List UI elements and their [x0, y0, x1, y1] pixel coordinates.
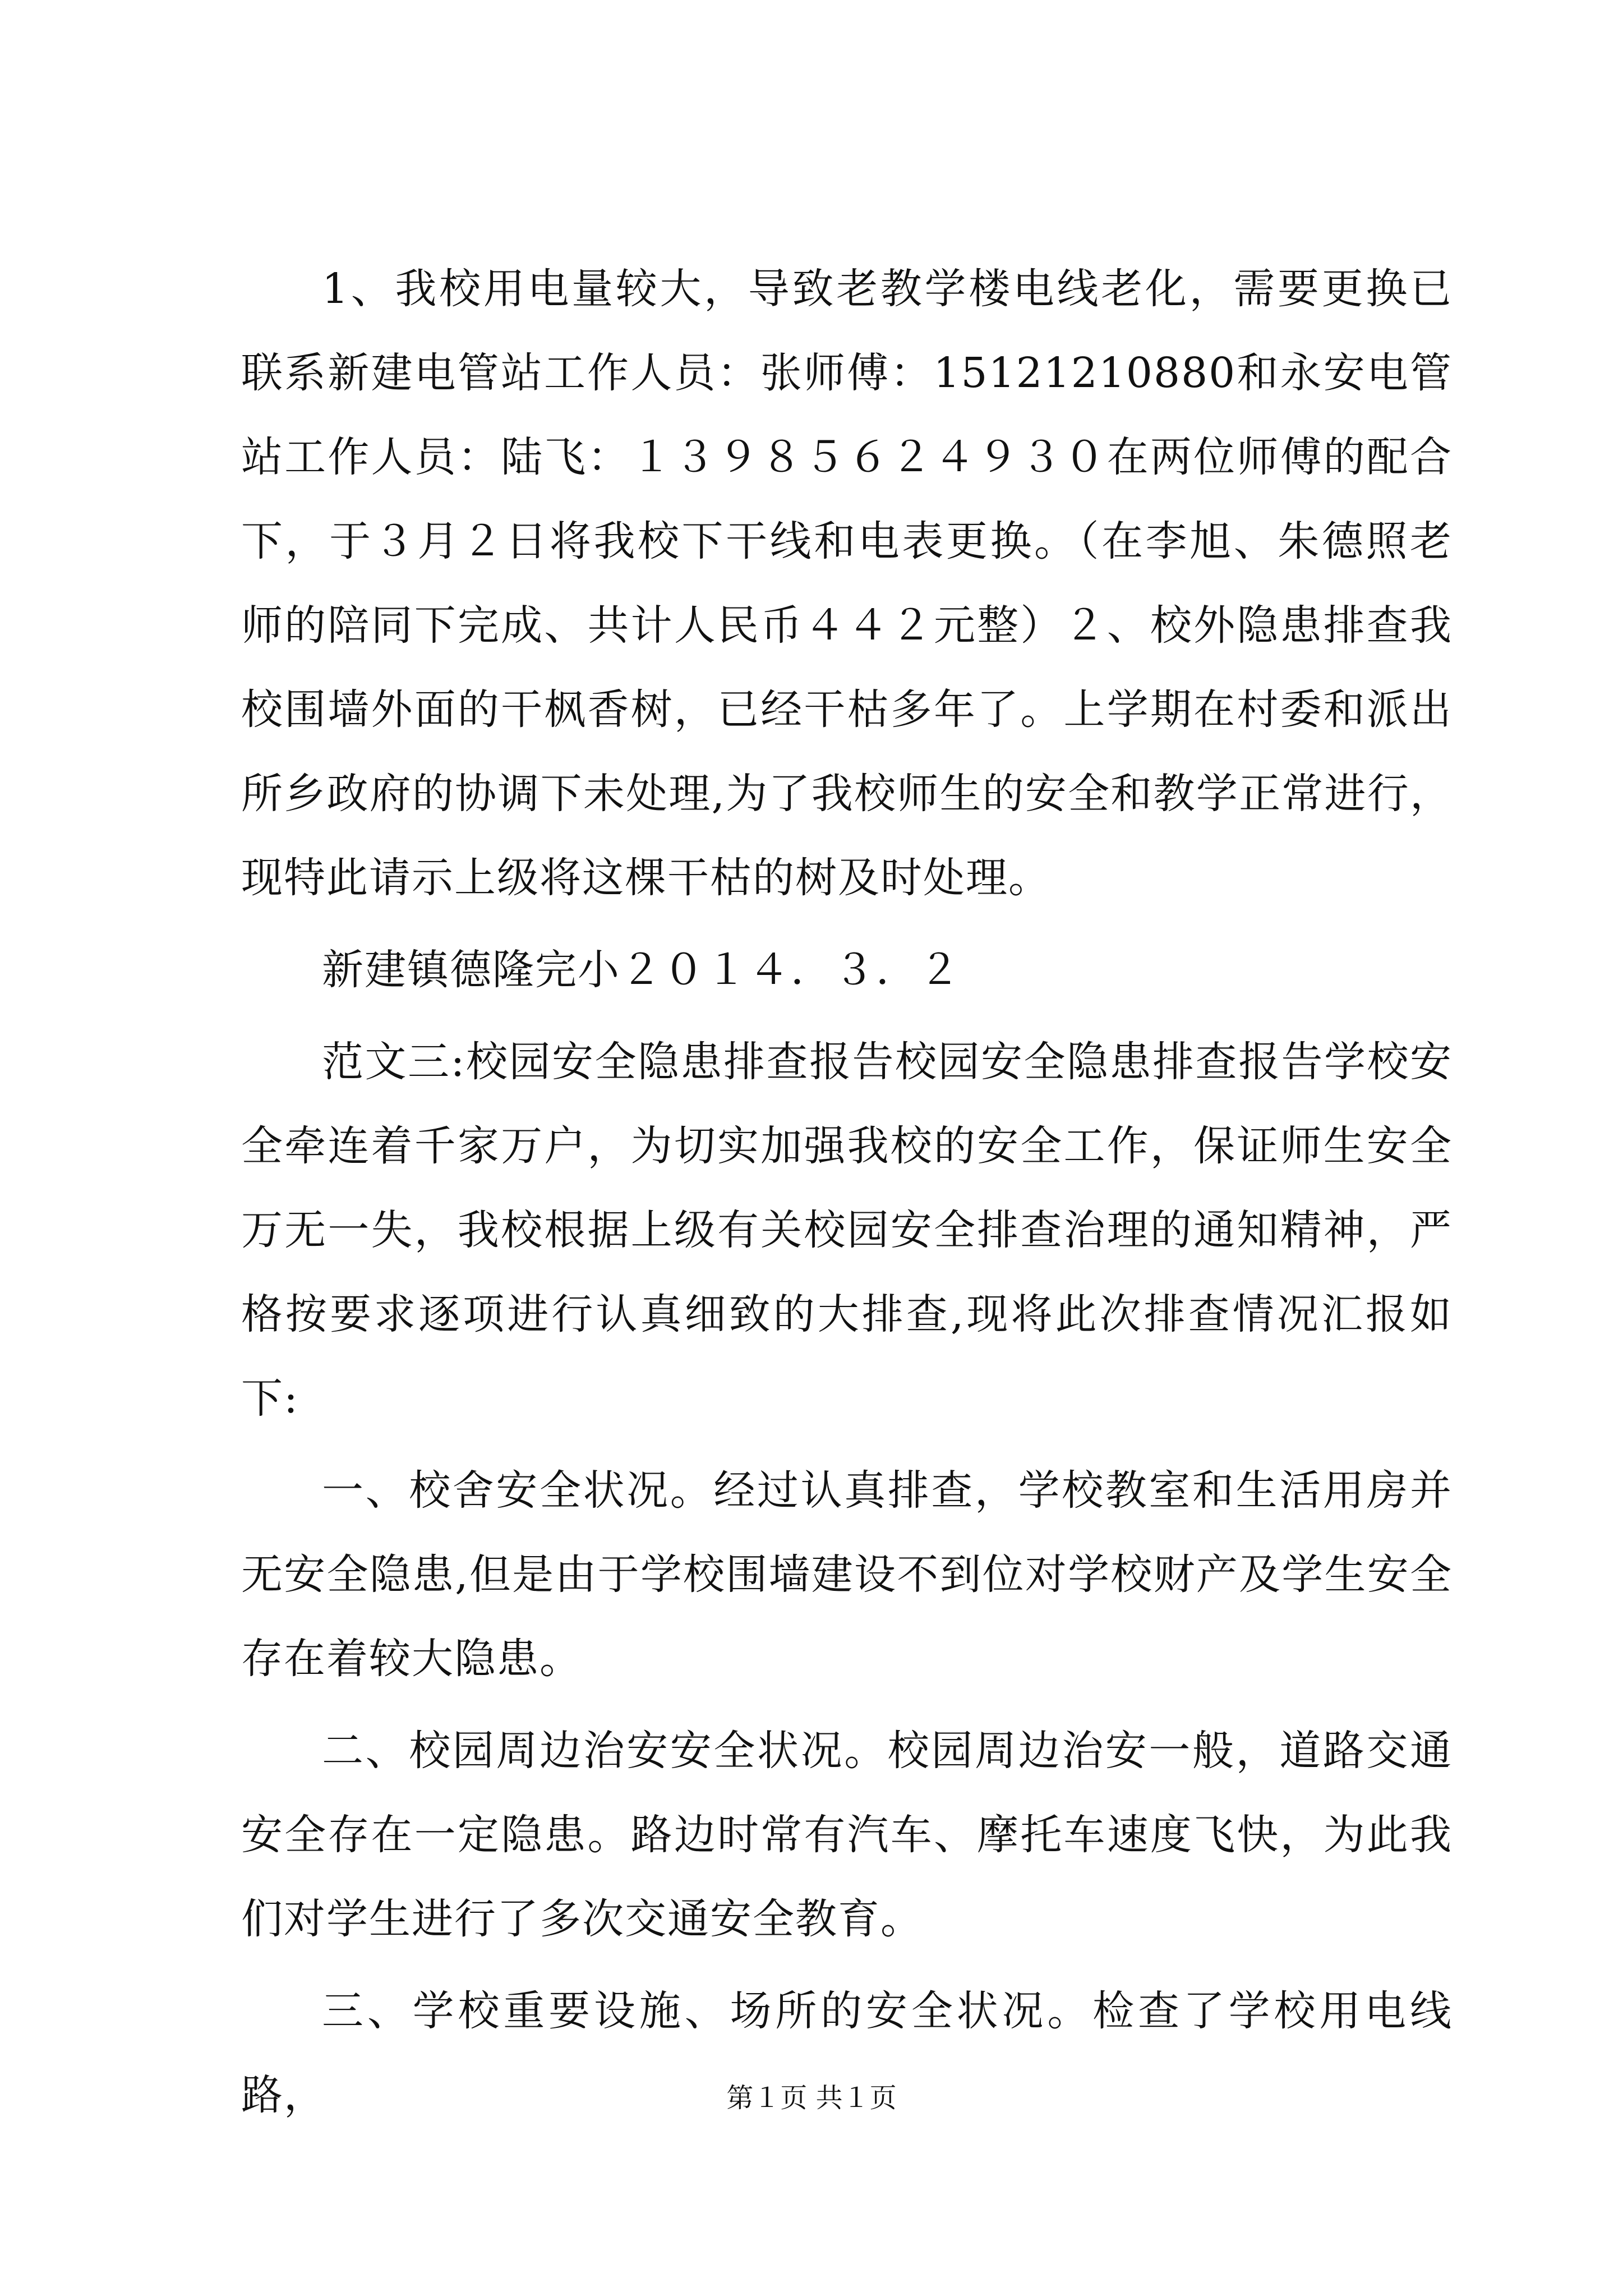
paragraph-sample-three-intro: 范文三:校园安全隐患排查报告校园安全隐患排查报告学校安全牵连着千家万户，为切实加强我校的安全工作，保证师生安全万无一失，我校根据上级有关校园安全排查治理的通知精神，严格按要求逐项进行认真细致的大排查,现将此次排查情况汇报如下: [241, 1038, 1453, 1423]
paragraph-section-three: 三、学校重要设施、场所的安全状况。检查了学校用电线路， [241, 1987, 1453, 2119]
paragraph-electric-wiring: 1、我校用电量较大，导致老教学楼电线老化，需要更换已联系新建电管站工作人员：张师傅：15121210880和永安电管站工作人员：陆飞：１３９８５６２４９３０在两位师傅的配合下，于３月２日将我校下干线和电表更换。（在李旭、朱德照老师的陪同下完成、共计人民币４４２元整）２、校外隐患排查我校围墙外面的干枫香树，已经干枯多年了。上学期在村委和派出所乡政府的协调下未处理,为了我校师生的安全和教学正常进行，现特此请示上级将这棵干枯的树及时处理。 [241, 265, 1453, 902]
paragraph-section-two: 二、校园周边治安安全状况。校园周边治安一般，道路交通安全存在一定隐患。路边时常有汽车、摩托车速度飞快，为此我们对学生进行了多次交通安全教育。 [241, 1727, 1453, 1943]
paragraph-signature-date: 新建镇德隆完小２０１４．３．２ [322, 946, 961, 994]
page-number-label: 第１页 共１页 [726, 2082, 897, 2114]
document-body [241, 247, 1453, 2137]
paragraph-section-one: 一、校舍安全状况。经过认真排查，学校教室和生活用房并无安全隐患,但是由于学校围墙建设不到位对学校财产及学生安全存在着较大隐患。 [241, 1466, 1453, 1683]
page-footer [0, 2081, 1623, 2115]
